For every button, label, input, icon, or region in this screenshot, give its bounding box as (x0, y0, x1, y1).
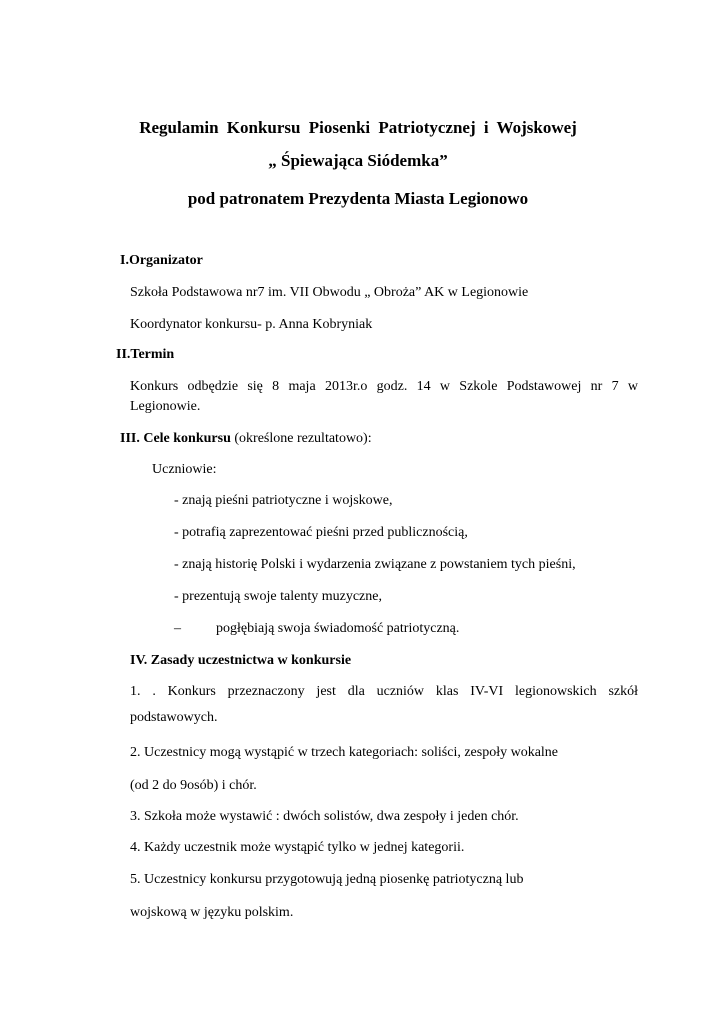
goal-item-dash: – (174, 621, 181, 636)
goal-item: - znają pieśni patriotyczne i wojskowe, (174, 493, 393, 508)
goal-item: - prezentują swoje talenty muzyczne, (174, 589, 382, 604)
goals-intro: Uczniowie: (152, 462, 217, 477)
rule-1-line2: podstawowych. (130, 710, 218, 725)
goal-item: - potrafią zaprezentować pieśni przed publicznością, (174, 525, 468, 540)
rule-5-line1: 5. Uczestnicy konkursu przygotowują jedną piosenkę patriotyczną lub (130, 872, 524, 887)
document-title: Regulamin Konkursu Piosenki Patriotycznej i Wojskowej (139, 118, 577, 137)
organizer-coordinator: Koordynator konkursu- p. Anna Kobryniak (130, 317, 373, 332)
contest-name: „ Śpiewająca Siódemka” (268, 151, 448, 170)
rule-2-line1: 2. Uczestnicy mogą wystąpić w trzech kategoriach: soliści, zespoły wokalne (130, 745, 559, 760)
goals-heading-note: (określone rezultatowo): (230, 431, 372, 446)
rule-1-line1: 1. . Konkurs przeznaczony jest dla uczniów klas IV-VI legionowskich szkół (130, 684, 638, 699)
section-heading-goals (120, 432, 372, 446)
section-heading-organizer: I.Organizator (120, 253, 203, 268)
patronage-line: pod patronatem Prezydenta Miasta Legionowo (187, 189, 529, 208)
rule-2-line2: (od 2 do 9osób) i chór. (130, 778, 257, 793)
date-text-line1: Konkurs odbędzie się 8 maja 2013r.o godz. 14 w Szkole Podstawowej nr 7 w (130, 379, 638, 394)
section-heading-rules: IV. Zasady uczestnictwa w konkursie (130, 653, 352, 668)
goal-item: - znają historię Polski i wydarzenia związane z powstaniem tych pieśni, (174, 557, 576, 572)
rule-4: 4. Każdy uczestnik może wystąpić tylko w jednej kategorii. (130, 840, 465, 855)
rule-5-line2: wojskową w języku polskim. (130, 905, 294, 920)
organizer-school: Szkoła Podstawowa nr7 im. VII Obwodu „ Obroża” AK w Legionowie (130, 285, 529, 300)
date-text-line2: Legionowie. (130, 399, 201, 414)
rule-3: 3. Szkoła może wystawić : dwóch solistów, dwa zespoły i jeden chór. (130, 809, 519, 824)
goal-item: pogłębiają swoja świadomość patriotyczną. (216, 621, 460, 636)
section-heading-date: II.Termin (116, 347, 175, 362)
goals-heading-bold: III. Cele konkursu (120, 431, 231, 446)
